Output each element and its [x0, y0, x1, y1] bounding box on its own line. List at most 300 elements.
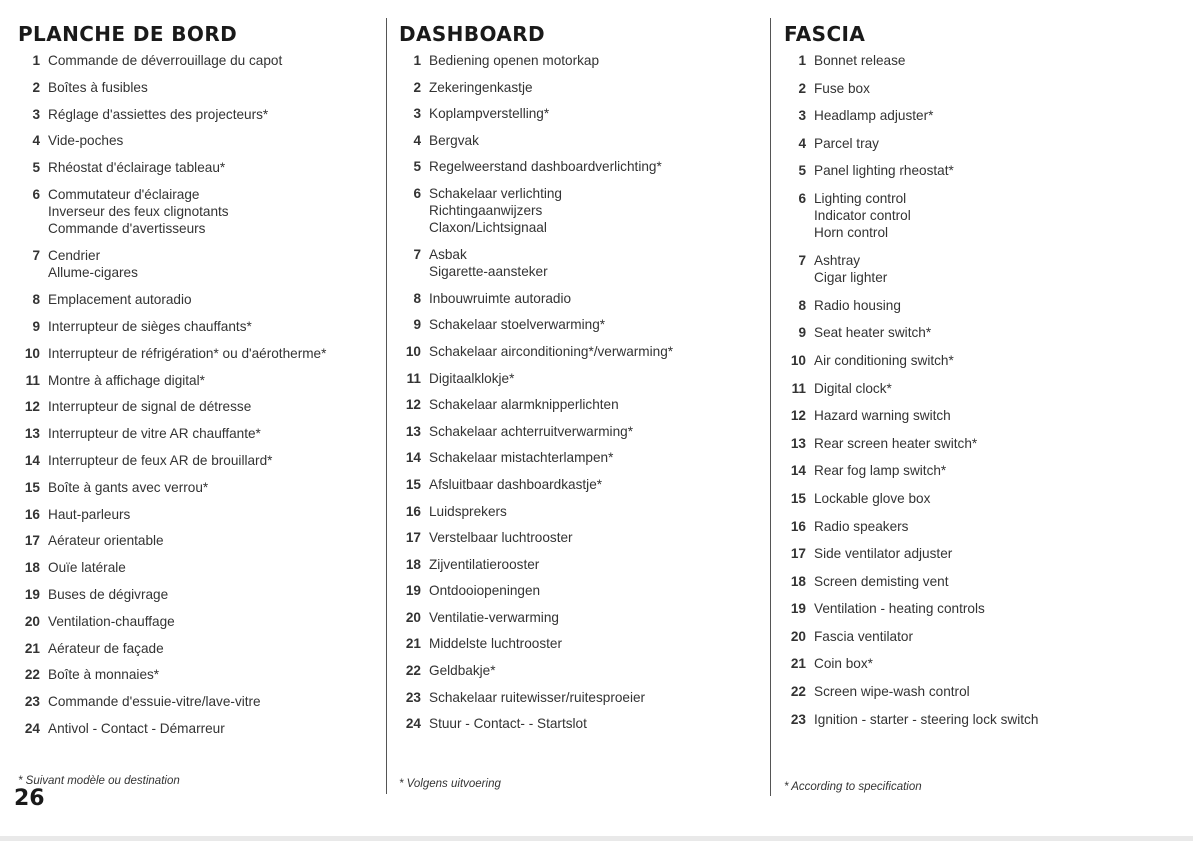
item-text [48, 666, 378, 683]
item-line: Interrupteur de sièges chauffants* [48, 318, 252, 334]
list-item [784, 628, 1184, 645]
item-number: 17 [405, 530, 421, 546]
item-text [429, 449, 769, 466]
item-text [814, 655, 1184, 672]
item-text [429, 52, 769, 69]
list-item [18, 666, 378, 683]
item-text [48, 720, 378, 737]
item-line: Schakelaar airconditioning*/verwarming* [429, 343, 674, 359]
list-item [784, 711, 1184, 728]
item-line: Inbouwruimte autoradio [429, 290, 572, 306]
item-line: Rear fog lamp switch* [814, 463, 947, 479]
item-text [814, 252, 1184, 286]
item-number: 23 [405, 689, 421, 705]
item-line: Middelste luchtrooster [429, 636, 562, 652]
list-item [18, 186, 378, 238]
item-text [429, 370, 769, 387]
item-text [429, 105, 769, 122]
list-item [18, 506, 378, 523]
item-text [48, 640, 378, 657]
item-line: Interrupteur de feux AR de brouillard* [48, 452, 273, 468]
item-line: Asbak [429, 246, 467, 262]
item-text [814, 52, 1184, 69]
item-line: Panel lighting rheostat* [814, 163, 954, 179]
item-line: Aérateur de façade [48, 640, 164, 656]
item-line: Montre à affichage digital* [48, 372, 205, 388]
list-item [399, 396, 769, 413]
item-number: 9 [413, 317, 421, 333]
list-item [399, 556, 769, 573]
item-number: 8 [32, 292, 40, 308]
item-line: Boîte à monnaies* [48, 667, 160, 683]
item-text [48, 372, 378, 389]
item-text [48, 79, 378, 96]
list-item [18, 291, 378, 308]
list-item [18, 640, 378, 657]
item-number: 20 [24, 613, 40, 629]
list-item [399, 476, 769, 493]
item-line: Regelweerstand dashboardverlichting* [429, 159, 662, 175]
item-number: 15 [24, 479, 40, 495]
item-text [48, 452, 378, 469]
item-number: 9 [798, 325, 806, 341]
list-item [784, 683, 1184, 700]
item-number: 16 [405, 503, 421, 519]
item-line: Interrupteur de signal de détresse [48, 399, 252, 415]
item-text [814, 628, 1184, 645]
item-line: Screen wipe-wash control [814, 684, 970, 700]
item-line: Haut-parleurs [48, 506, 131, 522]
list-item [784, 573, 1184, 590]
list-item [399, 79, 769, 96]
item-line: Ventilatie-verwarming [429, 609, 559, 625]
item-number: 3 [413, 106, 421, 122]
list-item [784, 462, 1184, 479]
item-line: Vide-poches [48, 133, 124, 149]
item-number: 18 [405, 556, 421, 572]
item-number: 6 [413, 185, 421, 201]
item-line: Inverseur des feux clignotants [48, 204, 229, 220]
list-item [399, 105, 769, 122]
item-number: 3 [32, 106, 40, 122]
item-number: 13 [790, 435, 806, 451]
list-item [784, 162, 1184, 179]
item-line: Boîte à gants avec verrou* [48, 479, 209, 495]
item-text [814, 573, 1184, 590]
item-line: Réglage d'assiettes des projecteurs* [48, 106, 269, 122]
item-number: 12 [790, 408, 806, 424]
item-text [429, 476, 769, 493]
item-text [48, 159, 378, 176]
list-item [18, 52, 378, 69]
item-line: Commande de déverrouillage du capot [48, 53, 283, 68]
item-text [429, 132, 769, 149]
item-number: 21 [790, 656, 806, 672]
item-number: 5 [32, 160, 40, 176]
item-line: Bonnet release [814, 53, 906, 68]
section-title: DASHBOARD [399, 22, 546, 46]
item-line: Emplacement autoradio [48, 292, 192, 308]
list-item [399, 529, 769, 546]
item-text [429, 529, 769, 546]
item-text [814, 683, 1184, 700]
item-line: Cendrier [48, 248, 101, 264]
list-item [18, 106, 378, 123]
item-text [429, 556, 769, 573]
item-number: 5 [413, 159, 421, 175]
item-number: 14 [405, 450, 421, 466]
list-item [784, 80, 1184, 97]
list-item [784, 135, 1184, 152]
item-text [48, 586, 378, 603]
item-text [814, 518, 1184, 535]
footnote-dutch: * Volgens uitvoering [399, 778, 501, 790]
item-number: 24 [405, 716, 421, 732]
item-text [48, 479, 378, 496]
item-line: Schakelaar ruitewisser/ruitesproeier [429, 689, 646, 705]
footnote-english: * According to specification [784, 781, 922, 793]
item-line: Side ventilator adjuster [814, 546, 953, 562]
item-line: Bergvak [429, 132, 479, 148]
item-number: 13 [405, 423, 421, 439]
item-number: 4 [413, 132, 421, 148]
item-line: Lockable glove box [814, 490, 931, 506]
item-list [399, 52, 769, 732]
section-title: PLANCHE DE BORD [18, 22, 238, 46]
list-item [399, 449, 769, 466]
item-number: 8 [798, 297, 806, 313]
item-line: Screen demisting vent [814, 573, 949, 589]
item-number: 4 [32, 133, 40, 149]
item-number: 9 [32, 318, 40, 334]
item-line: Lighting control [814, 190, 907, 206]
list-item [399, 343, 769, 360]
item-line: Indicator control [814, 208, 911, 224]
item-line: Radio housing [814, 297, 901, 313]
item-number: 19 [405, 583, 421, 599]
list-item [18, 425, 378, 442]
item-number: 19 [24, 586, 40, 602]
item-text [814, 80, 1184, 97]
list-item [784, 407, 1184, 424]
item-number: 20 [405, 609, 421, 625]
list-item [784, 324, 1184, 341]
item-number: 16 [24, 506, 40, 522]
item-number: 13 [24, 426, 40, 442]
item-line: Richtingaanwijzers [429, 203, 543, 219]
item-line: Ouïe latérale [48, 560, 126, 576]
item-line: Boîtes à fusibles [48, 79, 148, 95]
item-number: 12 [24, 399, 40, 415]
item-number: 15 [405, 476, 421, 492]
item-number: 3 [798, 108, 806, 124]
column-french [18, 18, 378, 747]
list-item [784, 107, 1184, 124]
list-item [399, 503, 769, 520]
item-number: 22 [24, 667, 40, 683]
list-item [399, 715, 769, 732]
item-text [814, 407, 1184, 424]
list-item [399, 423, 769, 440]
list-item [784, 600, 1184, 617]
item-line: Fascia ventilator [814, 628, 913, 644]
item-line: Interrupteur de vitre AR chauffante* [48, 426, 261, 442]
item-number: 19 [790, 601, 806, 617]
list-item [399, 158, 769, 175]
list-item [399, 609, 769, 626]
list-item [18, 720, 378, 737]
list-item [784, 352, 1184, 369]
item-text [814, 711, 1184, 728]
item-line: Koplampverstelling* [429, 106, 550, 122]
item-line: Horn control [814, 225, 889, 241]
list-item [18, 79, 378, 96]
list-item [784, 655, 1184, 672]
list-item [399, 185, 769, 237]
item-line: Ventilation-chauffage [48, 613, 175, 629]
item-number: 22 [405, 663, 421, 679]
list-item [784, 490, 1184, 507]
item-text [48, 247, 378, 281]
item-number: 11 [791, 380, 806, 396]
item-text [48, 345, 378, 362]
list-item [18, 559, 378, 576]
item-line: Buses de dégivrage [48, 586, 169, 602]
column-divider [770, 18, 771, 796]
list-item [18, 479, 378, 496]
item-text [429, 158, 769, 175]
item-text [814, 462, 1184, 479]
item-number: 14 [790, 463, 806, 479]
item-line: Bediening openen motorkap [429, 53, 600, 68]
item-number: 5 [798, 163, 806, 179]
item-line: Digital clock* [814, 380, 892, 396]
item-number: 24 [24, 720, 40, 736]
item-line: Sigarette-aansteker [429, 264, 548, 280]
item-line: Stuur - Contact- - Startslot [429, 716, 587, 732]
item-line: Ashtray [814, 252, 861, 268]
item-text [429, 503, 769, 520]
item-line: Commande d'avertisseurs [48, 221, 206, 237]
list-item [784, 518, 1184, 535]
item-line: Schakelaar mistachterlampen* [429, 450, 614, 466]
item-line: Parcel tray [814, 135, 879, 151]
item-line: Schakelaar achterruitverwarming* [429, 423, 633, 439]
list-item [18, 372, 378, 389]
item-line: Hazard warning switch [814, 408, 951, 424]
list-item [18, 132, 378, 149]
item-number: 7 [32, 248, 40, 264]
scan-edge [0, 836, 1193, 841]
item-line: Commande d'essuie-vitre/lave-vitre [48, 694, 261, 710]
list-item [784, 52, 1184, 69]
item-line: Air conditioning switch* [814, 352, 954, 368]
item-number: 7 [798, 252, 806, 268]
item-text [429, 185, 769, 237]
item-text [814, 107, 1184, 124]
item-text [814, 162, 1184, 179]
item-number: 7 [413, 246, 421, 262]
item-line: Antivol - Contact - Démarreur [48, 720, 225, 736]
item-text [429, 343, 769, 360]
item-text [814, 600, 1184, 617]
item-number: 11 [406, 370, 421, 386]
list-item [399, 132, 769, 149]
item-text [814, 135, 1184, 152]
list-item [399, 662, 769, 679]
item-text [48, 291, 378, 308]
item-text [48, 425, 378, 442]
item-number: 14 [24, 452, 40, 468]
list-item [399, 290, 769, 307]
item-number: 12 [405, 397, 421, 413]
list-item [784, 297, 1184, 314]
item-number: 6 [32, 186, 40, 202]
item-text [429, 396, 769, 413]
list-item [784, 190, 1184, 242]
item-number: 1 [798, 53, 806, 68]
item-number: 17 [790, 546, 806, 562]
item-number: 1 [32, 53, 40, 68]
item-text [429, 246, 769, 280]
item-line: Afsluitbaar dashboardkastje* [429, 476, 603, 492]
list-item [18, 613, 378, 630]
item-text [48, 106, 378, 123]
item-number: 20 [790, 628, 806, 644]
list-item [399, 316, 769, 333]
page-number: 26 [14, 786, 45, 811]
item-number: 17 [24, 533, 40, 549]
item-line: Zekeringenkastje [429, 79, 533, 95]
item-text [429, 290, 769, 307]
item-number: 8 [413, 290, 421, 306]
item-text [48, 532, 378, 549]
item-number: 10 [24, 345, 40, 361]
item-text [429, 582, 769, 599]
item-number: 15 [790, 490, 806, 506]
item-line: Fuse box [814, 80, 870, 96]
item-text [814, 190, 1184, 242]
item-line: Coin box* [814, 656, 873, 672]
item-line: Schakelaar stoelverwarming* [429, 317, 606, 333]
item-number: 16 [790, 518, 806, 534]
item-text [48, 559, 378, 576]
item-text [814, 545, 1184, 562]
item-line: Ventilation - heating controls [814, 601, 985, 617]
item-line: Commutateur d'éclairage [48, 186, 200, 202]
list-item [784, 252, 1184, 286]
item-text [814, 297, 1184, 314]
item-line: Digitaalklokje* [429, 370, 515, 386]
list-item [399, 52, 769, 69]
item-text [429, 609, 769, 626]
item-number: 10 [790, 352, 806, 368]
item-text [814, 380, 1184, 397]
item-text [429, 689, 769, 706]
item-text [429, 635, 769, 652]
item-number: 2 [32, 79, 40, 95]
item-number: 21 [24, 640, 40, 656]
item-line: Zijventilatierooster [429, 556, 540, 572]
item-number: 11 [25, 372, 40, 388]
item-line: Rhéostat d'éclairage tableau* [48, 160, 226, 176]
item-line: Radio speakers [814, 518, 909, 534]
item-text [48, 506, 378, 523]
column-english [784, 18, 1184, 738]
list-item [18, 586, 378, 603]
item-text [429, 715, 769, 732]
item-line: Headlamp adjuster* [814, 108, 934, 124]
item-number: 2 [413, 79, 421, 95]
item-line: Ignition - starter - steering lock switch [814, 711, 1039, 727]
item-line: Interrupteur de réfrigération* ou d'aérotherme* [48, 345, 327, 361]
list-item [784, 380, 1184, 397]
list-item [18, 398, 378, 415]
item-text [48, 186, 378, 238]
item-text [48, 132, 378, 149]
item-number: 2 [798, 80, 806, 96]
item-text [48, 693, 378, 710]
item-number: 22 [790, 684, 806, 700]
item-text [48, 52, 378, 69]
item-line: Cigar lighter [814, 270, 888, 286]
item-text [429, 662, 769, 679]
item-line: Schakelaar alarmknipperlichten [429, 397, 619, 413]
column-dutch [399, 18, 769, 742]
item-text [48, 318, 378, 335]
item-line: Verstelbaar luchtrooster [429, 530, 573, 546]
item-line: Allume-cigares [48, 265, 138, 281]
item-number: 18 [790, 573, 806, 589]
list-item [399, 582, 769, 599]
list-item [399, 689, 769, 706]
item-text [429, 316, 769, 333]
item-text [48, 398, 378, 415]
item-number: 23 [790, 711, 806, 727]
item-line: Seat heater switch* [814, 325, 932, 341]
item-line: Ontdooiopeningen [429, 583, 541, 599]
section-title: FASCIA [784, 22, 866, 46]
list-item [399, 246, 769, 280]
item-text [814, 352, 1184, 369]
footnote-french: * Suivant modèle ou destination [18, 775, 180, 787]
list-item [18, 159, 378, 176]
list-item [399, 370, 769, 387]
item-number: 10 [405, 343, 421, 359]
item-number: 21 [405, 636, 421, 652]
item-line: Claxon/Lichtsignaal [429, 220, 547, 236]
item-line: Rear screen heater switch* [814, 435, 978, 451]
item-text [429, 79, 769, 96]
item-line: Geldbakje* [429, 663, 496, 679]
item-number: 6 [798, 190, 806, 206]
item-number: 18 [24, 560, 40, 576]
item-text [814, 435, 1184, 452]
item-text [814, 490, 1184, 507]
list-item [399, 635, 769, 652]
list-item [18, 345, 378, 362]
list-item [784, 435, 1184, 452]
list-item [18, 247, 378, 281]
item-line: Aérateur orientable [48, 533, 164, 549]
item-text [814, 324, 1184, 341]
item-list [18, 52, 378, 737]
item-number: 4 [798, 135, 806, 151]
list-item [784, 545, 1184, 562]
list-item [18, 532, 378, 549]
item-list [784, 52, 1184, 728]
list-item [18, 452, 378, 469]
